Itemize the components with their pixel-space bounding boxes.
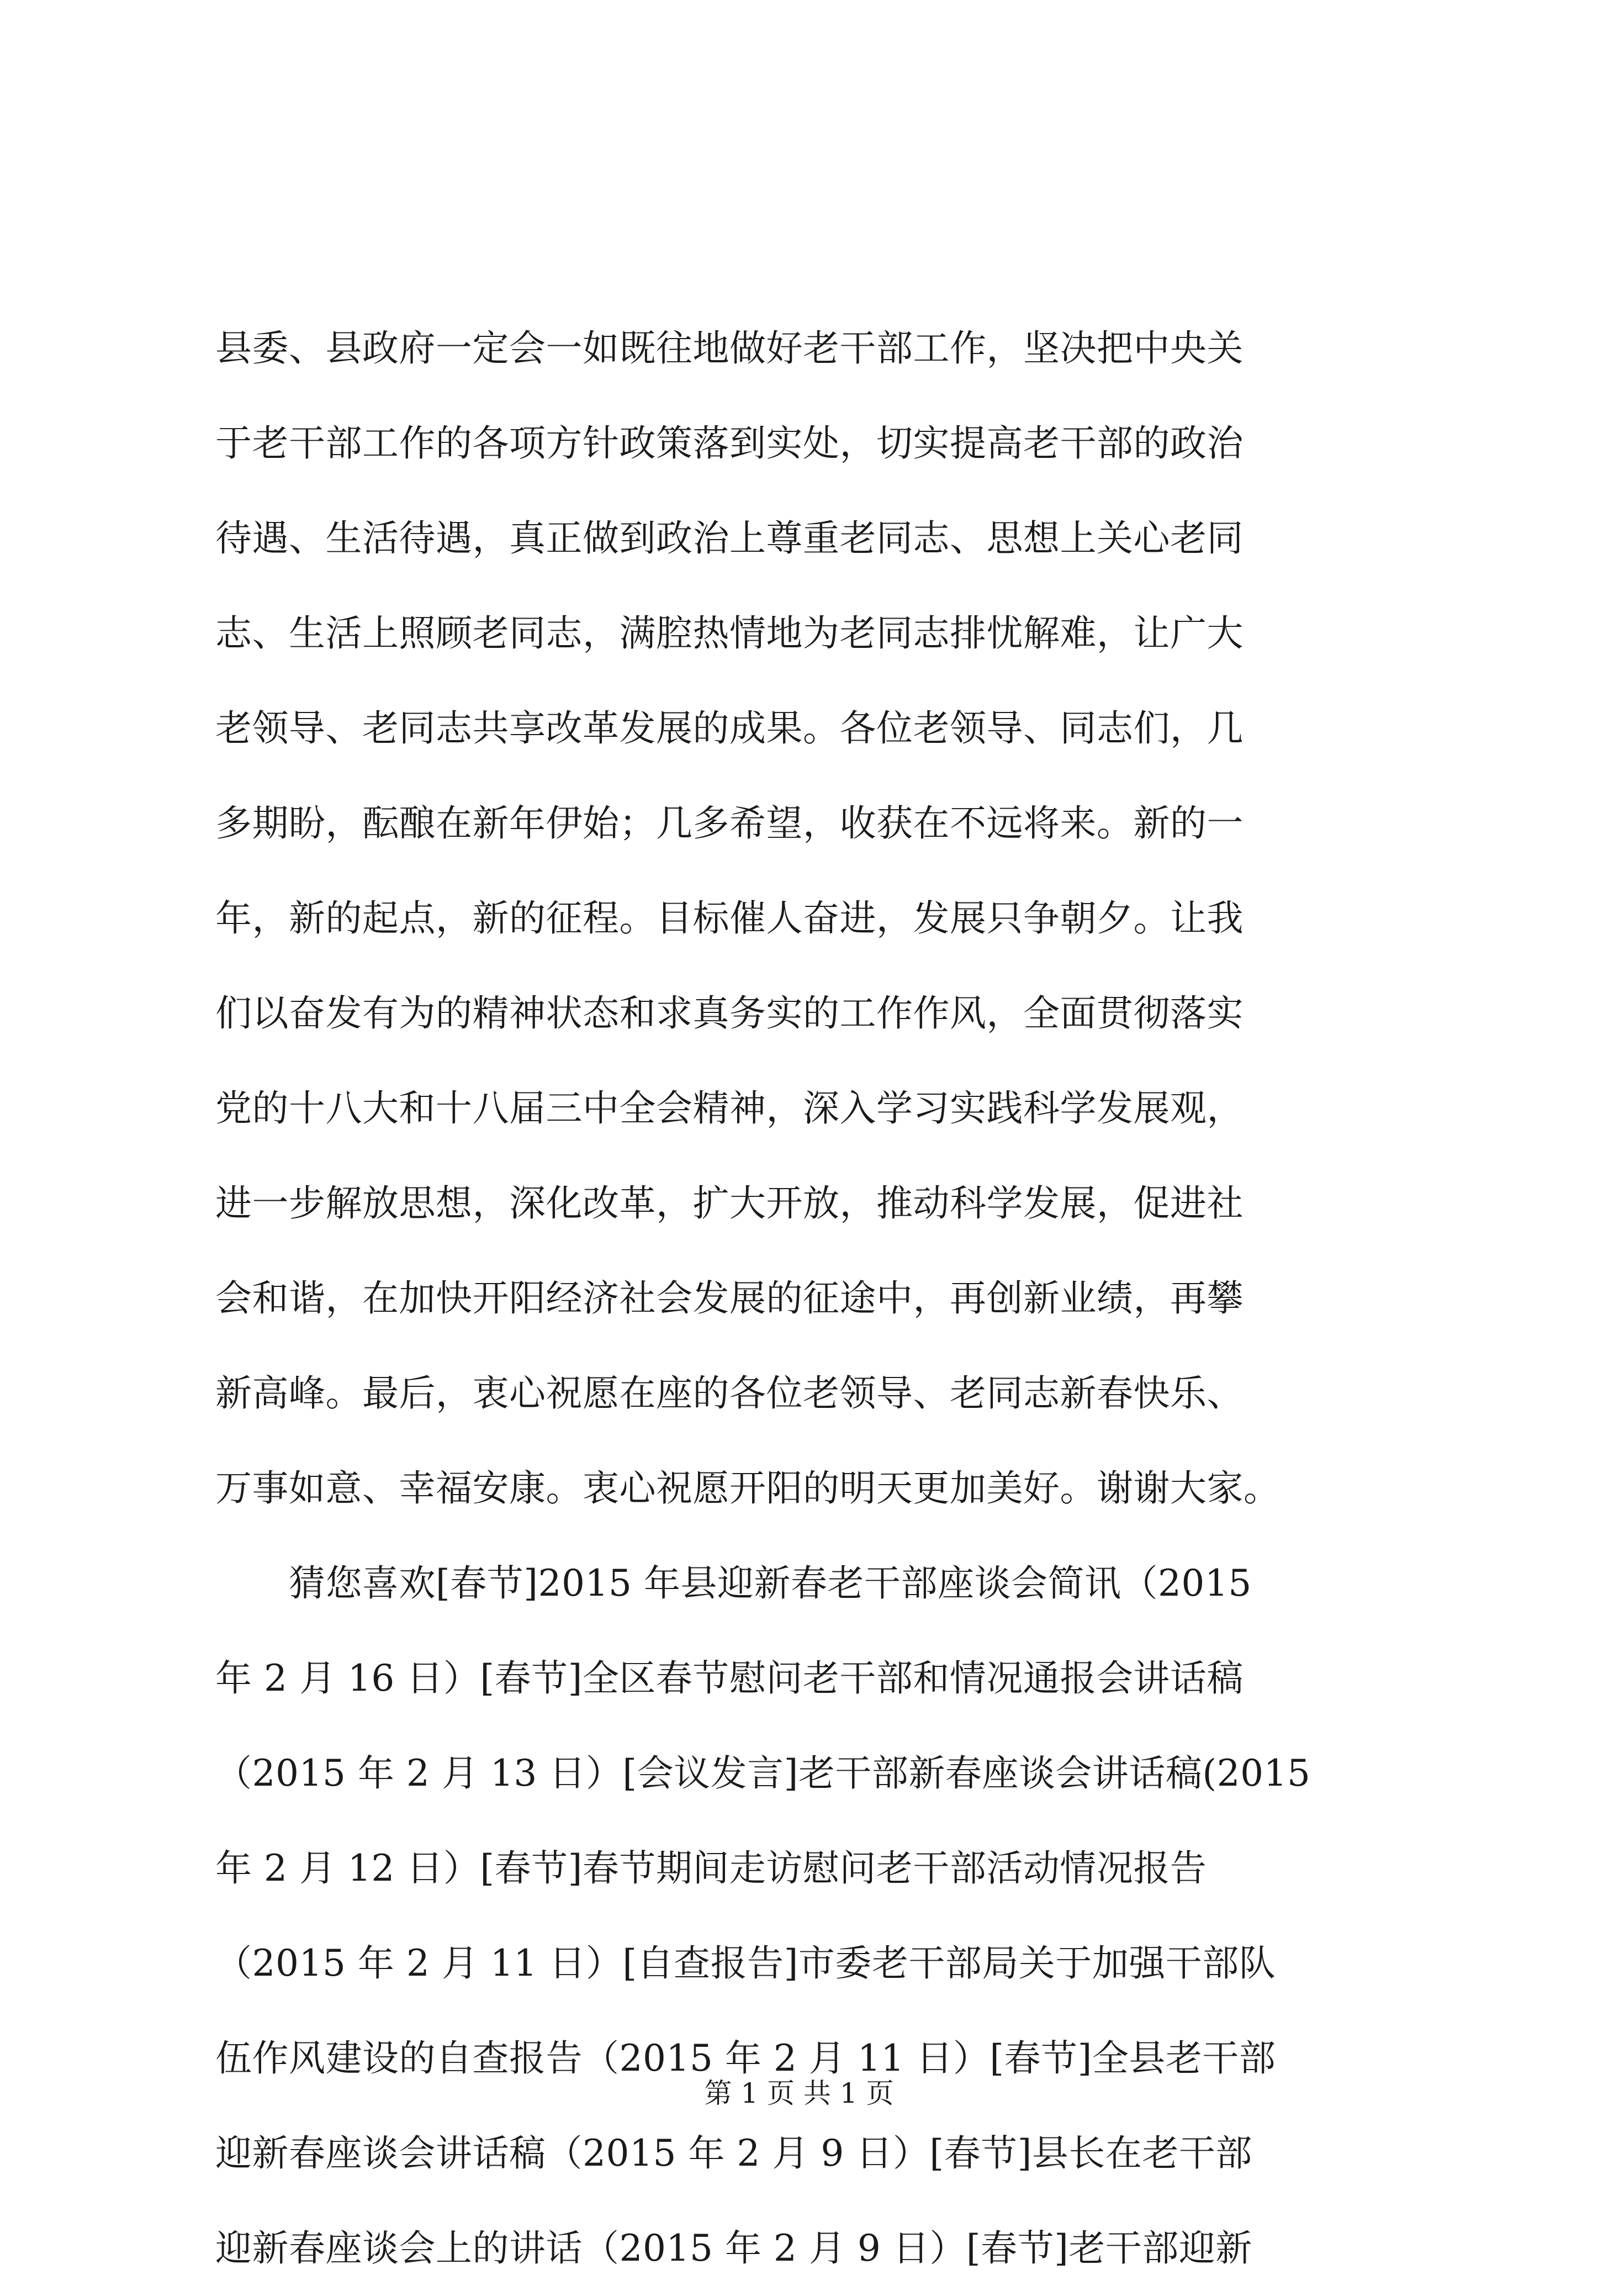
text-line: 志、生活上照顾老同志，满腔热情地为老同志排忧解难，让广大 <box>215 612 1244 655</box>
text-line: 多期盼，酝酿在新年伊始；几多希望，收获在不远将来。新的一 <box>215 802 1244 844</box>
text-line: 们以奋发有为的精神状态和求真务实的工作作风，全面贯彻落实 <box>215 992 1244 1034</box>
text-line: 年 2 月 16 日）[春节]全区春节慰问老干部和情况通报会讲话稿 <box>215 1657 1244 1699</box>
text-line: 迎新春座谈会讲话稿（2015 年 2 月 9 日）[春节]县长在老干部 <box>215 2132 1252 2174</box>
text-line: 迎新春座谈会上的讲话（2015 年 2 月 9 日）[春节]老干部迎新 <box>215 2227 1252 2269</box>
text-line: 会和谐，在加快开阳经济社会发展的征途中，再创新业绩，再攀 <box>215 1277 1244 1319</box>
body-text <box>215 301 1391 2296</box>
text-line: 年，新的起点，新的征程。目标催人奋进，发展只争朝夕。让我 <box>215 897 1244 939</box>
text-line: 待遇、生活待遇，真正做到政治上尊重老同志、思想上关心老同 <box>215 517 1244 560</box>
text-line: （2015 年 2 月 11 日）[自查报告]市委老干部局关于加强干部队 <box>215 1942 1276 1984</box>
page-footer: 第 1 页 共 1 页 <box>704 2077 894 2109</box>
text-line: 万事如意、幸福安康。衷心祝愿开阳的明天更加美好。谢谢大家。 <box>215 1467 1280 1509</box>
text-line: 猜您喜欢[春节]2015 年县迎新春老干部座谈会简讯（2015 <box>215 1562 1252 1604</box>
text-line: 老领导、老同志共享改革发展的成果。各位老领导、同志们，几 <box>215 707 1244 750</box>
text-line: 新高峰。最后，衷心祝愿在座的各位老领导、老同志新春快乐、 <box>215 1372 1244 1414</box>
text-line: 县委、县政府一定会一如既往地做好老干部工作，坚决把中央关 <box>215 327 1244 370</box>
text-line: 进一步解放思想，深化改革，扩大开放，推动科学发展，促进社 <box>215 1182 1244 1224</box>
text-line: 年 2 月 12 日）[春节]春节期间走访慰问老干部活动情况报告 <box>215 1847 1207 1889</box>
text-line: 于老干部工作的各项方针政策落到实处，切实提高老干部的政治 <box>215 422 1244 465</box>
text-line: （2015 年 2 月 13 日）[会议发言]老干部新春座谈会讲话稿(2015 <box>215 1752 1311 1794</box>
text-line: 伍作风建设的自查报告（2015 年 2 月 11 日）[春节]全县老干部 <box>215 2037 1276 2079</box>
text-line: 党的十八大和十八届三中全会精神，深入学习实践科学发展观， <box>215 1087 1244 1129</box>
